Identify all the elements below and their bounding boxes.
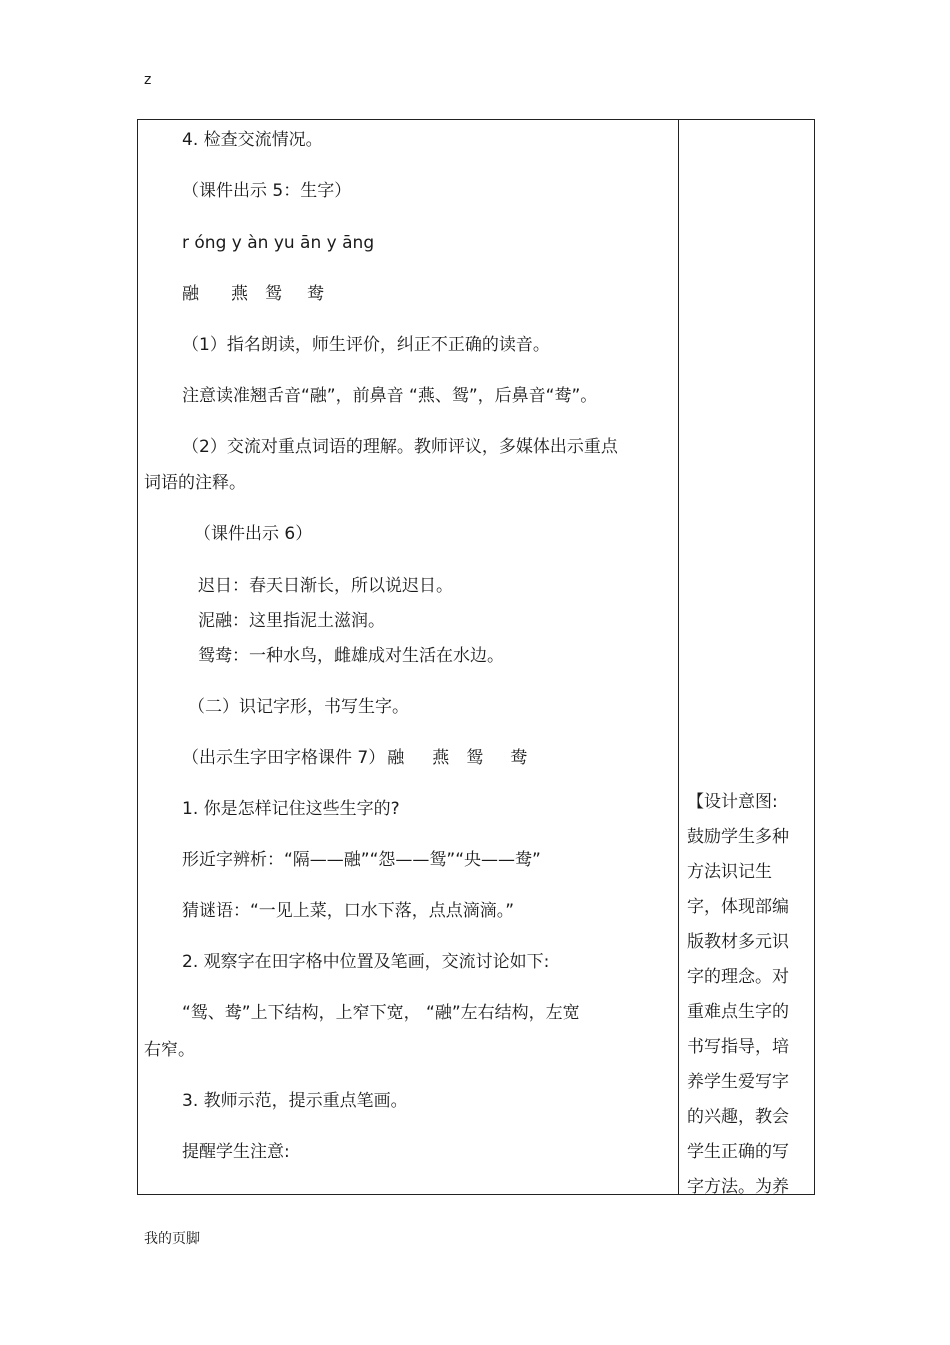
character: 燕 — [231, 284, 248, 304]
text-line: 4. 检查交流情况。 — [182, 130, 323, 150]
section-heading: （二）识记字形，书写生字。 — [188, 697, 409, 717]
character: 融 — [387, 748, 405, 768]
note-line: 版教材多元识 — [687, 932, 789, 952]
text-line: （课件出示 6） — [194, 524, 313, 544]
note-line: 重难点生字的 — [687, 1002, 789, 1022]
text-line: （2）交流对重点词语的理解。教师评议，多媒体出示重点 — [182, 437, 618, 457]
text-line: 提醒学生注意: — [182, 1142, 290, 1162]
character: 鸯 — [307, 284, 324, 304]
text-line: “鸳、鸯”上下结构，上窄下宽， “融”左右结构，左宽 — [182, 1003, 580, 1023]
pinyin-line: r óng y àn yu ān y āng — [182, 233, 375, 253]
text-line: 注意读准翘舌音“融”，前鼻音 “燕、鸳”，后鼻音“鸯”。 — [182, 386, 598, 406]
text-line: 右窄。 — [144, 1040, 195, 1060]
character: 鸯 — [510, 748, 528, 768]
text-line: 词语的注释。 — [144, 473, 246, 493]
note-line: 书写指导，培 — [687, 1037, 789, 1057]
note-line: 方法识记生 — [687, 862, 772, 882]
character: 融 — [182, 284, 199, 304]
text-line: 形近字辨析：“隔——融”“怨——鸳”“央——鸯” — [182, 850, 541, 870]
note-line: 鼓励学生多种 — [687, 827, 789, 847]
definition-line: 泥融：这里指泥土滋润。 — [198, 611, 385, 631]
definition-line: 迟日：春天日渐长，所以说迟日。 — [198, 576, 453, 596]
text-line: 猜谜语：“一见上菜，口水下落，点点滴滴。” — [182, 901, 515, 921]
definition-line: 鸳鸯：一种水鸟，雌雄成对生活在水边。 — [198, 646, 504, 666]
text-line: 3. 教师示范，提示重点笔画。 — [182, 1091, 408, 1111]
note-line: 养学生爱写字 — [687, 1072, 789, 1092]
text-line: 2. 观察字在田字格中位置及笔画，交流讨论如下: — [182, 952, 550, 972]
note-line: 字的理念。对 — [687, 967, 789, 987]
page-footer: 我的页脚 — [144, 1231, 200, 1247]
note-line: 字，体现部编 — [687, 897, 789, 917]
table-column-divider — [678, 119, 679, 1195]
page-header-mark: z — [144, 72, 152, 88]
note-line: 【设计意图: — [687, 792, 778, 812]
note-line: 的兴趣，教会 — [687, 1107, 789, 1127]
note-line: 学生正确的写 — [687, 1142, 789, 1162]
character: 鸳 — [265, 284, 282, 304]
new-characters-row — [182, 283, 324, 305]
text-line: （1）指名朗读，师生评价，纠正不正确的读音。 — [182, 335, 550, 355]
design-intent-note — [687, 785, 799, 1205]
text-line: （课件出示 5：生字） — [182, 181, 352, 201]
characters-grid-line: （出示生字田字格课件 7） 融 燕 鸳 鸯 — [182, 748, 528, 768]
text-line: 1. 你是怎样记住这些生字的? — [182, 799, 400, 819]
character: 鸳 — [466, 748, 484, 768]
note-line: 字方法。为养 — [687, 1177, 789, 1197]
character: 燕 — [432, 748, 450, 768]
